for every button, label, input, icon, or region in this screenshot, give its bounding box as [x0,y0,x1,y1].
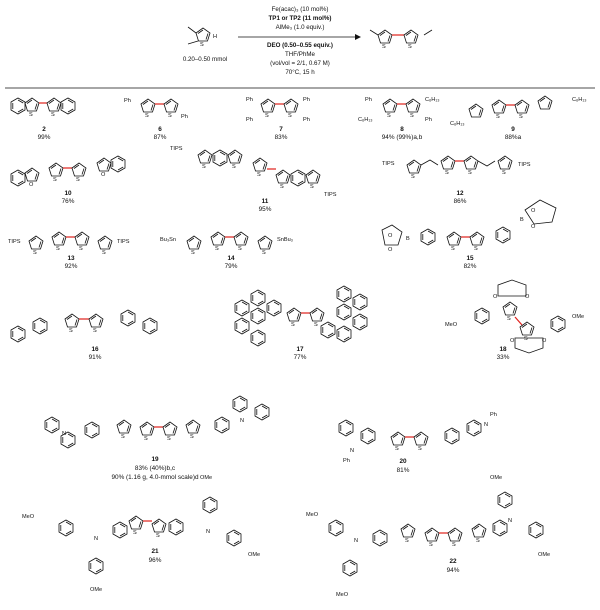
svg-text:S: S [405,538,409,544]
reactant-hydrogen: H [213,34,218,40]
compound-15-label: 15 [466,255,474,262]
svg-text:S: S [215,246,219,252]
svg-text:SnBu₃: SnBu₃ [277,237,293,243]
compound-10-structure [11,156,125,188]
product-structure [370,30,432,50]
svg-text:S: S [502,170,506,176]
compound-18-label: 18 [499,346,507,353]
svg-text:S: S [167,436,171,442]
compound-7-structure [246,97,310,123]
svg-text:Ph: Ph [425,117,432,123]
svg-text:Bu₃Sn: Bu₃Sn [160,237,176,243]
compound-11-structure [170,146,337,198]
svg-text:S: S [168,113,172,119]
svg-text:S: S [262,250,266,256]
compound-19-structure [45,396,269,448]
svg-text:O: O [388,233,393,239]
compound-22-label: 22 [449,558,457,565]
svg-text:S: S [145,113,149,119]
svg-text:Ph: Ph [490,412,497,418]
compound-16-structure [11,310,157,342]
compound-8-label: 8 [400,126,404,133]
compound-6-yield: 87% [153,134,167,141]
svg-text:S: S [53,177,57,183]
svg-text:S: S [257,172,261,178]
svg-text:N: N [240,418,245,424]
compound-22-yield: 94% [446,567,460,574]
svg-text:B: B [520,217,524,223]
condition-temp-time: 70°C, 15 h [285,69,315,76]
compound-11-label: 11 [261,198,269,205]
svg-text:N: N [484,422,489,428]
svg-text:MeO: MeO [445,322,458,328]
compound-17-label: 17 [296,346,304,353]
svg-text:S: S [496,114,500,120]
svg-text:O: O [101,172,106,178]
compound-21-label: 21 [151,548,159,555]
svg-text:S: S [280,184,284,190]
svg-text:B: B [406,236,410,242]
compound-2-yield: 99% [37,134,51,141]
compound-21-yield: 96% [148,557,162,564]
svg-text:S: S [291,322,295,328]
svg-text:O: O [531,208,536,214]
svg-text:S: S [190,434,194,440]
svg-text:C₆H₁₃: C₆H₁₃ [425,97,440,103]
svg-text:S: S [102,250,106,256]
compound-7-label: 7 [279,126,283,133]
svg-text:S: S [314,322,318,328]
svg-text:O: O [531,224,536,230]
svg-text:OMe: OMe [490,475,503,481]
svg-text:S: S [191,250,195,256]
compound-15-yield: 82% [463,263,477,270]
compound-2-structure [11,98,75,118]
svg-text:S: S [69,328,73,334]
svg-text:TIPS: TIPS [8,239,21,245]
svg-text:TIPS: TIPS [518,162,531,168]
svg-text:S: S [29,112,33,118]
svg-text:Ph: Ph [181,114,188,120]
svg-text:N: N [508,518,513,524]
svg-text:N: N [354,538,359,544]
svg-text:S: S [519,114,523,120]
svg-text:S: S [395,446,399,452]
compound-19-yield: 83% (40%)b,c [134,465,176,472]
compound-20-label: 20 [399,458,407,465]
svg-text:S: S [468,170,472,176]
svg-text:S: S [410,113,414,119]
svg-text:MeO: MeO [306,512,319,518]
compound-12-yield: 86% [453,198,467,205]
svg-text:OMe: OMe [90,587,103,593]
compound-9-yield: 88%a [504,134,522,141]
svg-text:OMe: OMe [200,475,213,481]
compound-8-structure [358,97,440,123]
svg-text:S: S [452,542,456,548]
compound-18-yield: 33% [496,354,510,361]
svg-text:S: S [451,246,455,252]
svg-text:OMe: OMe [248,552,261,558]
svg-text:S: S [56,246,60,252]
compound-9-structure [450,96,587,127]
svg-text:TIPS: TIPS [170,146,183,152]
svg-text:S: S [33,250,37,256]
compound-14-structure [160,232,293,256]
svg-text:OMe: OMe [538,552,551,558]
svg-text:MeO: MeO [336,592,349,598]
compound-13-label: 13 [67,255,75,262]
svg-text:S: S [524,336,528,342]
svg-text:S: S [411,174,415,180]
svg-text:TIPS: TIPS [324,192,337,198]
compound-17-structure [235,286,367,346]
svg-text:C₆H₁₃: C₆H₁₃ [572,97,587,103]
svg-text:S: S [51,112,55,118]
svg-text:MeO: MeO [22,514,35,520]
svg-text:S: S [202,164,206,170]
compound-14-yield: 79% [224,263,238,270]
reactant-sulfur: S [200,42,204,48]
reaction-arrow [238,34,361,40]
svg-text:Ph: Ph [246,117,253,123]
svg-text:S: S [156,533,160,539]
compound-18-structure [445,280,584,353]
svg-text:S: S [76,177,80,183]
svg-text:S: S [232,164,236,170]
svg-text:S: S [79,246,83,252]
svg-text:O: O [388,247,393,253]
compound-12-label: 12 [456,190,464,197]
compound-8-yield: 94% (99%)a,b [381,134,423,141]
svg-text:S: S [93,328,97,334]
svg-text:TIPS: TIPS [382,161,395,167]
svg-text:S: S [238,246,242,252]
svg-text:S: S [382,44,386,50]
svg-text:S: S [507,316,511,322]
svg-text:N: N [62,431,67,437]
compound-6-structure [124,98,188,120]
svg-text:N: N [94,536,99,542]
compound-10-yield: 76% [61,198,75,205]
compound-14-label: 14 [227,255,235,262]
compound-17-yield: 77% [293,354,307,361]
svg-text:S: S [429,542,433,548]
compound-13-structure [8,232,130,256]
compound-13-yield: 92% [64,263,78,270]
compound-2-label: 2 [42,126,46,133]
svg-text:Ph: Ph [303,97,310,103]
svg-text:S: S [121,434,125,440]
compound-20-structure [339,412,497,464]
svg-text:N: N [206,529,211,535]
svg-text:O: O [542,338,547,344]
compound-15-structure [382,200,556,253]
svg-text:S: S [445,170,449,176]
svg-text:S: S [310,184,314,190]
condition-ratio: (vol/vol = 2/1, 0.67 M) [270,60,330,67]
compound-19-scale-yield: 90% (1.16 g, 4.0-mmol scale)d [111,474,199,481]
svg-text:N: N [350,448,355,454]
reactant-structure [188,27,217,48]
compound-12-structure [382,156,531,180]
svg-text:S: S [133,530,137,536]
compound-19-label: 19 [151,456,159,463]
compound-7-yield: 83% [274,134,288,141]
condition-catalyst: Fe(acac)₃ (10 mol%) [271,6,329,13]
svg-text:Ph: Ph [343,458,350,464]
svg-text:S: S [408,44,412,50]
condition-alme3: AlMe₃ (1.0 equiv.) [275,24,325,31]
svg-text:Ph: Ph [124,98,131,104]
reactant-scale: 0.20–0.50 mmol [182,56,228,63]
compound-22-structure [306,475,550,598]
svg-text:O: O [510,338,515,344]
svg-text:S: S [474,246,478,252]
svg-text:S: S [144,436,148,442]
compound-16-label: 16 [91,346,99,353]
condition-solvent: THF/PhMe [285,51,315,58]
compound-6-label: 6 [158,126,162,133]
svg-text:Ph: Ph [365,97,372,103]
compound-21-structure [22,475,260,593]
compound-9-label: 9 [511,126,515,133]
svg-text:Ph: Ph [303,117,310,123]
condition-ligand: TP1 or TP2 (11 mol%) [268,15,332,22]
svg-text:C₆H₁₃: C₆H₁₃ [358,117,373,123]
svg-text:S: S [476,538,480,544]
condition-deo: DEO (0.50–0.55 equiv.) [267,42,333,49]
compound-10-label: 10 [64,190,72,197]
svg-text:S: S [387,113,391,119]
svg-text:Ph: Ph [246,97,253,103]
compound-11-yield: 95% [258,206,272,213]
svg-text:O: O [525,294,530,300]
svg-text:O: O [29,182,34,188]
svg-text:O: O [493,294,498,300]
svg-text:OMe: OMe [572,314,585,320]
svg-text:S: S [418,446,422,452]
svg-text:C₆H₁₃: C₆H₁₃ [450,121,465,127]
svg-text:S: S [265,113,269,119]
svg-text:TIPS: TIPS [117,239,130,245]
compound-16-yield: 91% [88,354,102,361]
svg-text:S: S [288,113,292,119]
compound-20-yield: 81% [396,467,410,474]
